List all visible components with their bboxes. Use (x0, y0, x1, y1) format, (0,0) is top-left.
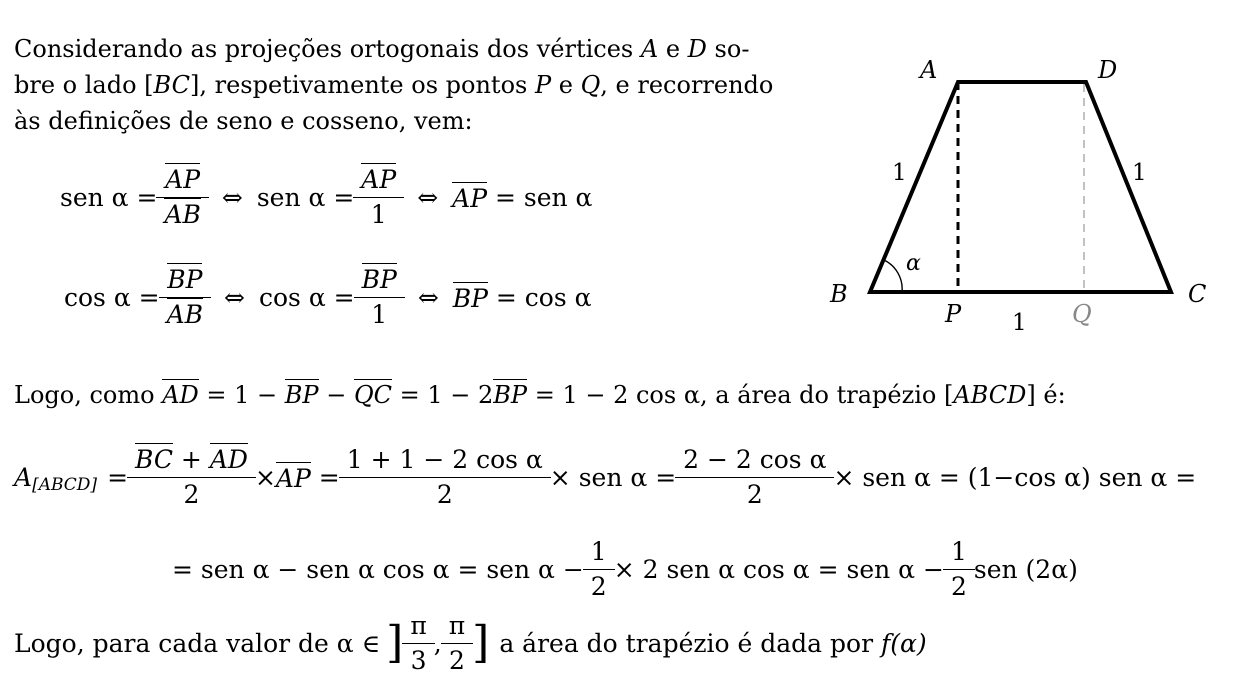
num: AP (361, 165, 397, 194)
eq-mid: sen α = (256, 182, 355, 212)
equals: = (318, 462, 340, 492)
height-ap-term: AP (275, 463, 311, 493)
text: Logo, como (14, 381, 163, 409)
fraction-ap-1 (357, 166, 400, 228)
intro-line-2 (14, 67, 773, 103)
times: × (254, 462, 276, 492)
text: = 1 − 2 (392, 381, 494, 409)
vertex-a: A (640, 35, 659, 63)
area-equation-continued (172, 538, 1078, 600)
times-sen: × sen α = (549, 462, 677, 492)
intro-line-3: às definições de seno e cosseno, vem: (14, 107, 473, 135)
bracket-left: ] (386, 617, 404, 668)
iff-symbol: ⇔ (221, 182, 243, 212)
trapezoid-name: ABCD (953, 381, 1027, 409)
label-c: C (1188, 280, 1207, 308)
fraction-bp-ab (163, 266, 207, 328)
label-p: P (945, 300, 962, 328)
den: AB (166, 299, 204, 329)
num: π (448, 611, 466, 640)
den: 2 (943, 569, 975, 601)
sine-equation (60, 166, 592, 228)
label-d: D (1098, 56, 1118, 84)
eq-mid: cos α = (259, 282, 355, 312)
num: 1 (590, 537, 607, 566)
vertex-d: D (687, 35, 707, 63)
num: 2 − 2 cos α (683, 445, 827, 474)
segment-qc: QC (353, 381, 392, 409)
cosine-equation (64, 266, 592, 328)
fraction-half (587, 538, 611, 600)
fraction-half (947, 538, 971, 600)
result-ap: AP (452, 183, 488, 213)
final-line (14, 612, 927, 674)
den: 2 (127, 477, 256, 509)
iff-symbol: ⇔ (417, 282, 439, 312)
segment-ad: AD (162, 381, 199, 409)
length-right: 1 (1132, 160, 1147, 186)
text: = 1 − (198, 381, 285, 409)
fraction-bp-1 (358, 266, 401, 328)
text: bre o lado [ (14, 71, 154, 99)
logo-line-1 (14, 377, 1066, 413)
text: ], respetivamente os pontos (190, 71, 535, 99)
angle-alpha-arc (884, 260, 902, 292)
label-a: A (920, 56, 938, 84)
length-bottom: 1 (1012, 310, 1027, 336)
text: , e recorrendo (600, 71, 774, 99)
eq-lhs: sen α = (60, 182, 158, 212)
side-bc: BC (153, 71, 190, 99)
point-p: P (534, 71, 552, 99)
area-subscript: [ABCD] (32, 475, 98, 495)
den: 2 (339, 477, 551, 509)
fraction-ap-ab (160, 166, 204, 228)
den: 2 (583, 569, 615, 601)
num-ad: AD (209, 445, 248, 474)
segment-bp: BP (493, 381, 528, 409)
text: e (658, 35, 688, 63)
text: ] é: (1026, 381, 1066, 409)
length-left: 1 (892, 160, 907, 186)
den: 1 (353, 197, 404, 229)
num: 1 (950, 537, 967, 566)
intro-line-1 (14, 31, 773, 67)
text: so- (706, 35, 750, 63)
point-q: Q (580, 71, 601, 99)
equals: = (107, 462, 129, 492)
num: π (410, 611, 427, 640)
intro-paragraph (14, 31, 773, 139)
den: 2 (675, 477, 834, 509)
fraction-step3 (679, 446, 830, 508)
area-symbol: A (14, 462, 33, 492)
num: AP (165, 165, 201, 194)
num: 1 + 1 − 2 cos α (346, 445, 543, 474)
num: BP (361, 265, 397, 294)
text: Logo, para cada valor de α ∈ (14, 628, 381, 658)
fraction-bases (131, 446, 252, 508)
segment-bp: BP (284, 381, 319, 409)
trapezoid-figure (820, 50, 1230, 340)
result-bp: BP (452, 283, 488, 313)
area-equation (14, 446, 1196, 508)
area-tail: × sen α = (1−cos α) sen α = (833, 462, 1197, 492)
iff-symbol: ⇔ (224, 282, 245, 312)
plus: + (172, 445, 210, 474)
text: − (318, 381, 354, 409)
result-tail: = sen α (487, 182, 593, 212)
num-bc: BC (135, 445, 173, 474)
result-tail: = cos α (487, 282, 592, 312)
den: 2 (441, 643, 473, 675)
text: Considerando as projeções ortogonais dos vértices (14, 35, 641, 63)
text: e (551, 71, 581, 99)
function-f: f(α) (881, 628, 927, 658)
den: 1 (354, 297, 405, 329)
bracket-right: ] (472, 617, 490, 668)
fraction-pi-3 (406, 612, 430, 674)
comma: , (433, 628, 442, 658)
text: a área do trapézio é dada por (499, 628, 874, 658)
label-alpha: α (906, 251, 921, 276)
text: × 2 sen α cos α = sen α − (613, 554, 944, 584)
text: sen (2α) (973, 554, 1078, 584)
fraction-step2 (343, 446, 547, 508)
num: BP (167, 265, 203, 294)
label-b: B (830, 280, 848, 308)
label-q: Q (1072, 300, 1092, 328)
iff-symbol: ⇔ (417, 182, 439, 212)
text: = sen α − sen α cos α = sen α − (172, 554, 584, 584)
den: AB (164, 199, 201, 229)
eq-lhs: cos α = (64, 282, 160, 312)
den: 3 (402, 643, 434, 675)
text: = 1 − 2 cos α, a área do trapézio [ (527, 381, 954, 409)
fraction-pi-2 (445, 612, 469, 674)
